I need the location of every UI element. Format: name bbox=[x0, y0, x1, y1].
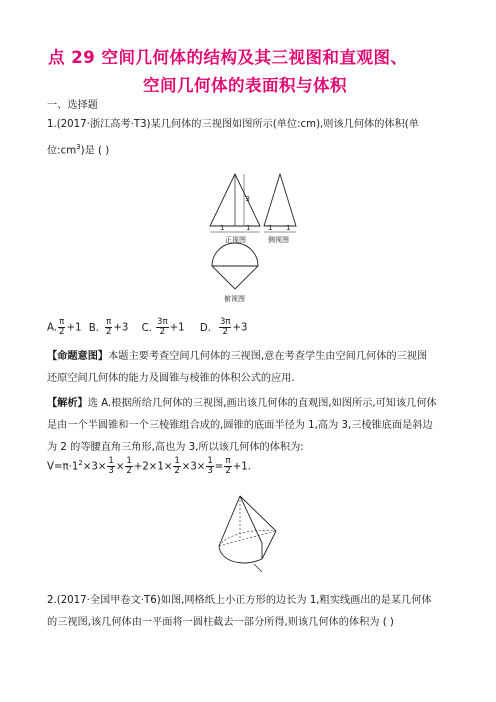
option-d-label: D. bbox=[199, 322, 211, 334]
formula-start: V=π·1 bbox=[47, 461, 79, 473]
option-a-fraction bbox=[58, 318, 65, 337]
q1-stem-line2 bbox=[47, 140, 109, 158]
q1-intent-line1 bbox=[47, 350, 427, 364]
option-c-tail: +1 bbox=[169, 322, 185, 334]
side-view-label: 侧视图 bbox=[268, 236, 289, 244]
solid-edge bbox=[262, 531, 276, 559]
option-a-label: A. bbox=[47, 322, 58, 334]
solid-edge bbox=[240, 496, 262, 543]
solid-hidden-edge bbox=[219, 531, 276, 546]
formula-frac2-den: 2 bbox=[126, 465, 132, 476]
q1-intent-line2: 还原空间几何体的能力及圆锥与棱锥的体积公式的应用. bbox=[47, 373, 295, 384]
option-b-num: π bbox=[106, 317, 112, 327]
formula-frac4-num: 1 bbox=[207, 455, 213, 466]
option-a-num: π bbox=[59, 317, 65, 327]
q1-solid-figure bbox=[212, 492, 288, 574]
formula-t3: +2×1× bbox=[133, 461, 173, 473]
q1-options bbox=[47, 318, 248, 337]
option-b-fraction bbox=[105, 318, 112, 337]
option-c-fraction bbox=[156, 318, 169, 337]
option-d-num: 3π bbox=[219, 317, 231, 327]
option-c-num: 3π bbox=[157, 317, 168, 327]
formula-t6: +1. bbox=[232, 461, 251, 473]
formula-frac3 bbox=[173, 457, 180, 476]
intent-tag: 【命题意图】 bbox=[47, 351, 109, 362]
top-view-label: 俯视图 bbox=[224, 295, 245, 303]
q1-stem-line1: 1.(2017·浙江高考·T3)某几何体的三视图如图所示(单位:cm),则该几何体的体积(单 bbox=[47, 119, 419, 130]
formula-frac3-num: 1 bbox=[174, 455, 180, 466]
solid-edge bbox=[219, 496, 240, 546]
option-d-tail: +3 bbox=[232, 322, 248, 334]
formula-frac2-num: 1 bbox=[126, 455, 132, 466]
q1-analysis-line1 bbox=[47, 397, 437, 411]
analysis-text-1: 选 A.根据所给几何体的三视图,画出该几何体的直观图,如图所示,可知该几何体 bbox=[87, 398, 437, 409]
formula-t5: = bbox=[214, 461, 224, 473]
q2-stem-line2: 的三视图,该几何体由一平面将一圆柱截去一部分所得,则该几何体的体积为 ( ) bbox=[47, 617, 394, 628]
q1-analysis-line2: 是由一个半圆锥和一个三棱锥组合成的,圆锥的底面半径为 1,高为 3,三棱锥底面是斜边 bbox=[47, 420, 433, 431]
top-view-semicircle bbox=[212, 243, 258, 266]
option-b-label: B. bbox=[88, 322, 99, 334]
q2-stem-line1: 2.(2017·全国甲卷文·T6)如图,网格纸上小正方形的边长为 1,粗实线画出的是某几何体 bbox=[47, 595, 432, 606]
pointer-arrow bbox=[254, 564, 262, 572]
formula-frac1-den: 3 bbox=[108, 465, 114, 476]
analysis-tag: 【解析】 bbox=[47, 398, 88, 409]
formula-frac5-num: π bbox=[225, 455, 231, 466]
q1-unit-sup: 3 bbox=[76, 143, 81, 151]
dim-one-side-right-label: 1 bbox=[286, 224, 291, 232]
formula-frac2 bbox=[125, 457, 132, 476]
formula-square: 2 bbox=[78, 459, 83, 467]
formula-frac5-den: 2 bbox=[225, 465, 231, 476]
option-a-tail: +1 bbox=[66, 322, 82, 334]
solid-base-arc bbox=[219, 546, 262, 563]
formula-frac4-den: 3 bbox=[207, 465, 213, 476]
formula-frac1 bbox=[107, 457, 114, 476]
option-d-den: 2 bbox=[222, 327, 228, 337]
formula-t4: ×3× bbox=[181, 461, 206, 473]
option-c-label: C. bbox=[141, 322, 153, 334]
solid-edge bbox=[240, 496, 276, 531]
page-title-line1: 点 29 空间几何体的结构及其三视图和直观图、 bbox=[48, 48, 408, 67]
section-heading: 一、选择题 bbox=[47, 100, 98, 111]
dim-one-right-label: 1 bbox=[246, 224, 251, 232]
dim-three-label: 3 bbox=[245, 195, 250, 203]
dim-one-left-label: 1 bbox=[220, 224, 225, 232]
option-c-den: 2 bbox=[159, 327, 165, 337]
formula-t2: × bbox=[115, 461, 125, 473]
option-d-fraction bbox=[219, 318, 232, 337]
top-view-triangle bbox=[212, 266, 258, 289]
page-title-line2: 空间几何体的表面积与体积 bbox=[143, 76, 347, 95]
q1-unit-text: 位:cm bbox=[47, 145, 77, 157]
formula-frac5 bbox=[224, 457, 231, 476]
option-a-den: 2 bbox=[59, 327, 65, 337]
formula-frac1-num: 1 bbox=[108, 455, 114, 466]
q1-three-views-figure bbox=[200, 170, 320, 308]
formula-frac3-den: 2 bbox=[174, 465, 180, 476]
side-view-triangle bbox=[264, 174, 296, 226]
option-b-tail: +3 bbox=[113, 322, 129, 334]
formula-t1: ×3× bbox=[82, 461, 107, 473]
q1-analysis-line3: 为 2 的等腰直角三角形,高也为 3,所以该几何体的体积为: bbox=[47, 442, 304, 453]
dim-one-side-left-label: 1 bbox=[268, 224, 273, 232]
front-view-label: 正视图 bbox=[225, 236, 246, 244]
q1-volume-formula bbox=[47, 456, 251, 476]
formula-frac4 bbox=[206, 457, 213, 476]
q1-answer-paren: )是 ( ) bbox=[80, 145, 110, 157]
intent-text-1: 本题主要考查空间几何体的三视图,意在考查学生由空间几何体的三视图 bbox=[108, 351, 428, 362]
option-b-den: 2 bbox=[105, 327, 112, 337]
